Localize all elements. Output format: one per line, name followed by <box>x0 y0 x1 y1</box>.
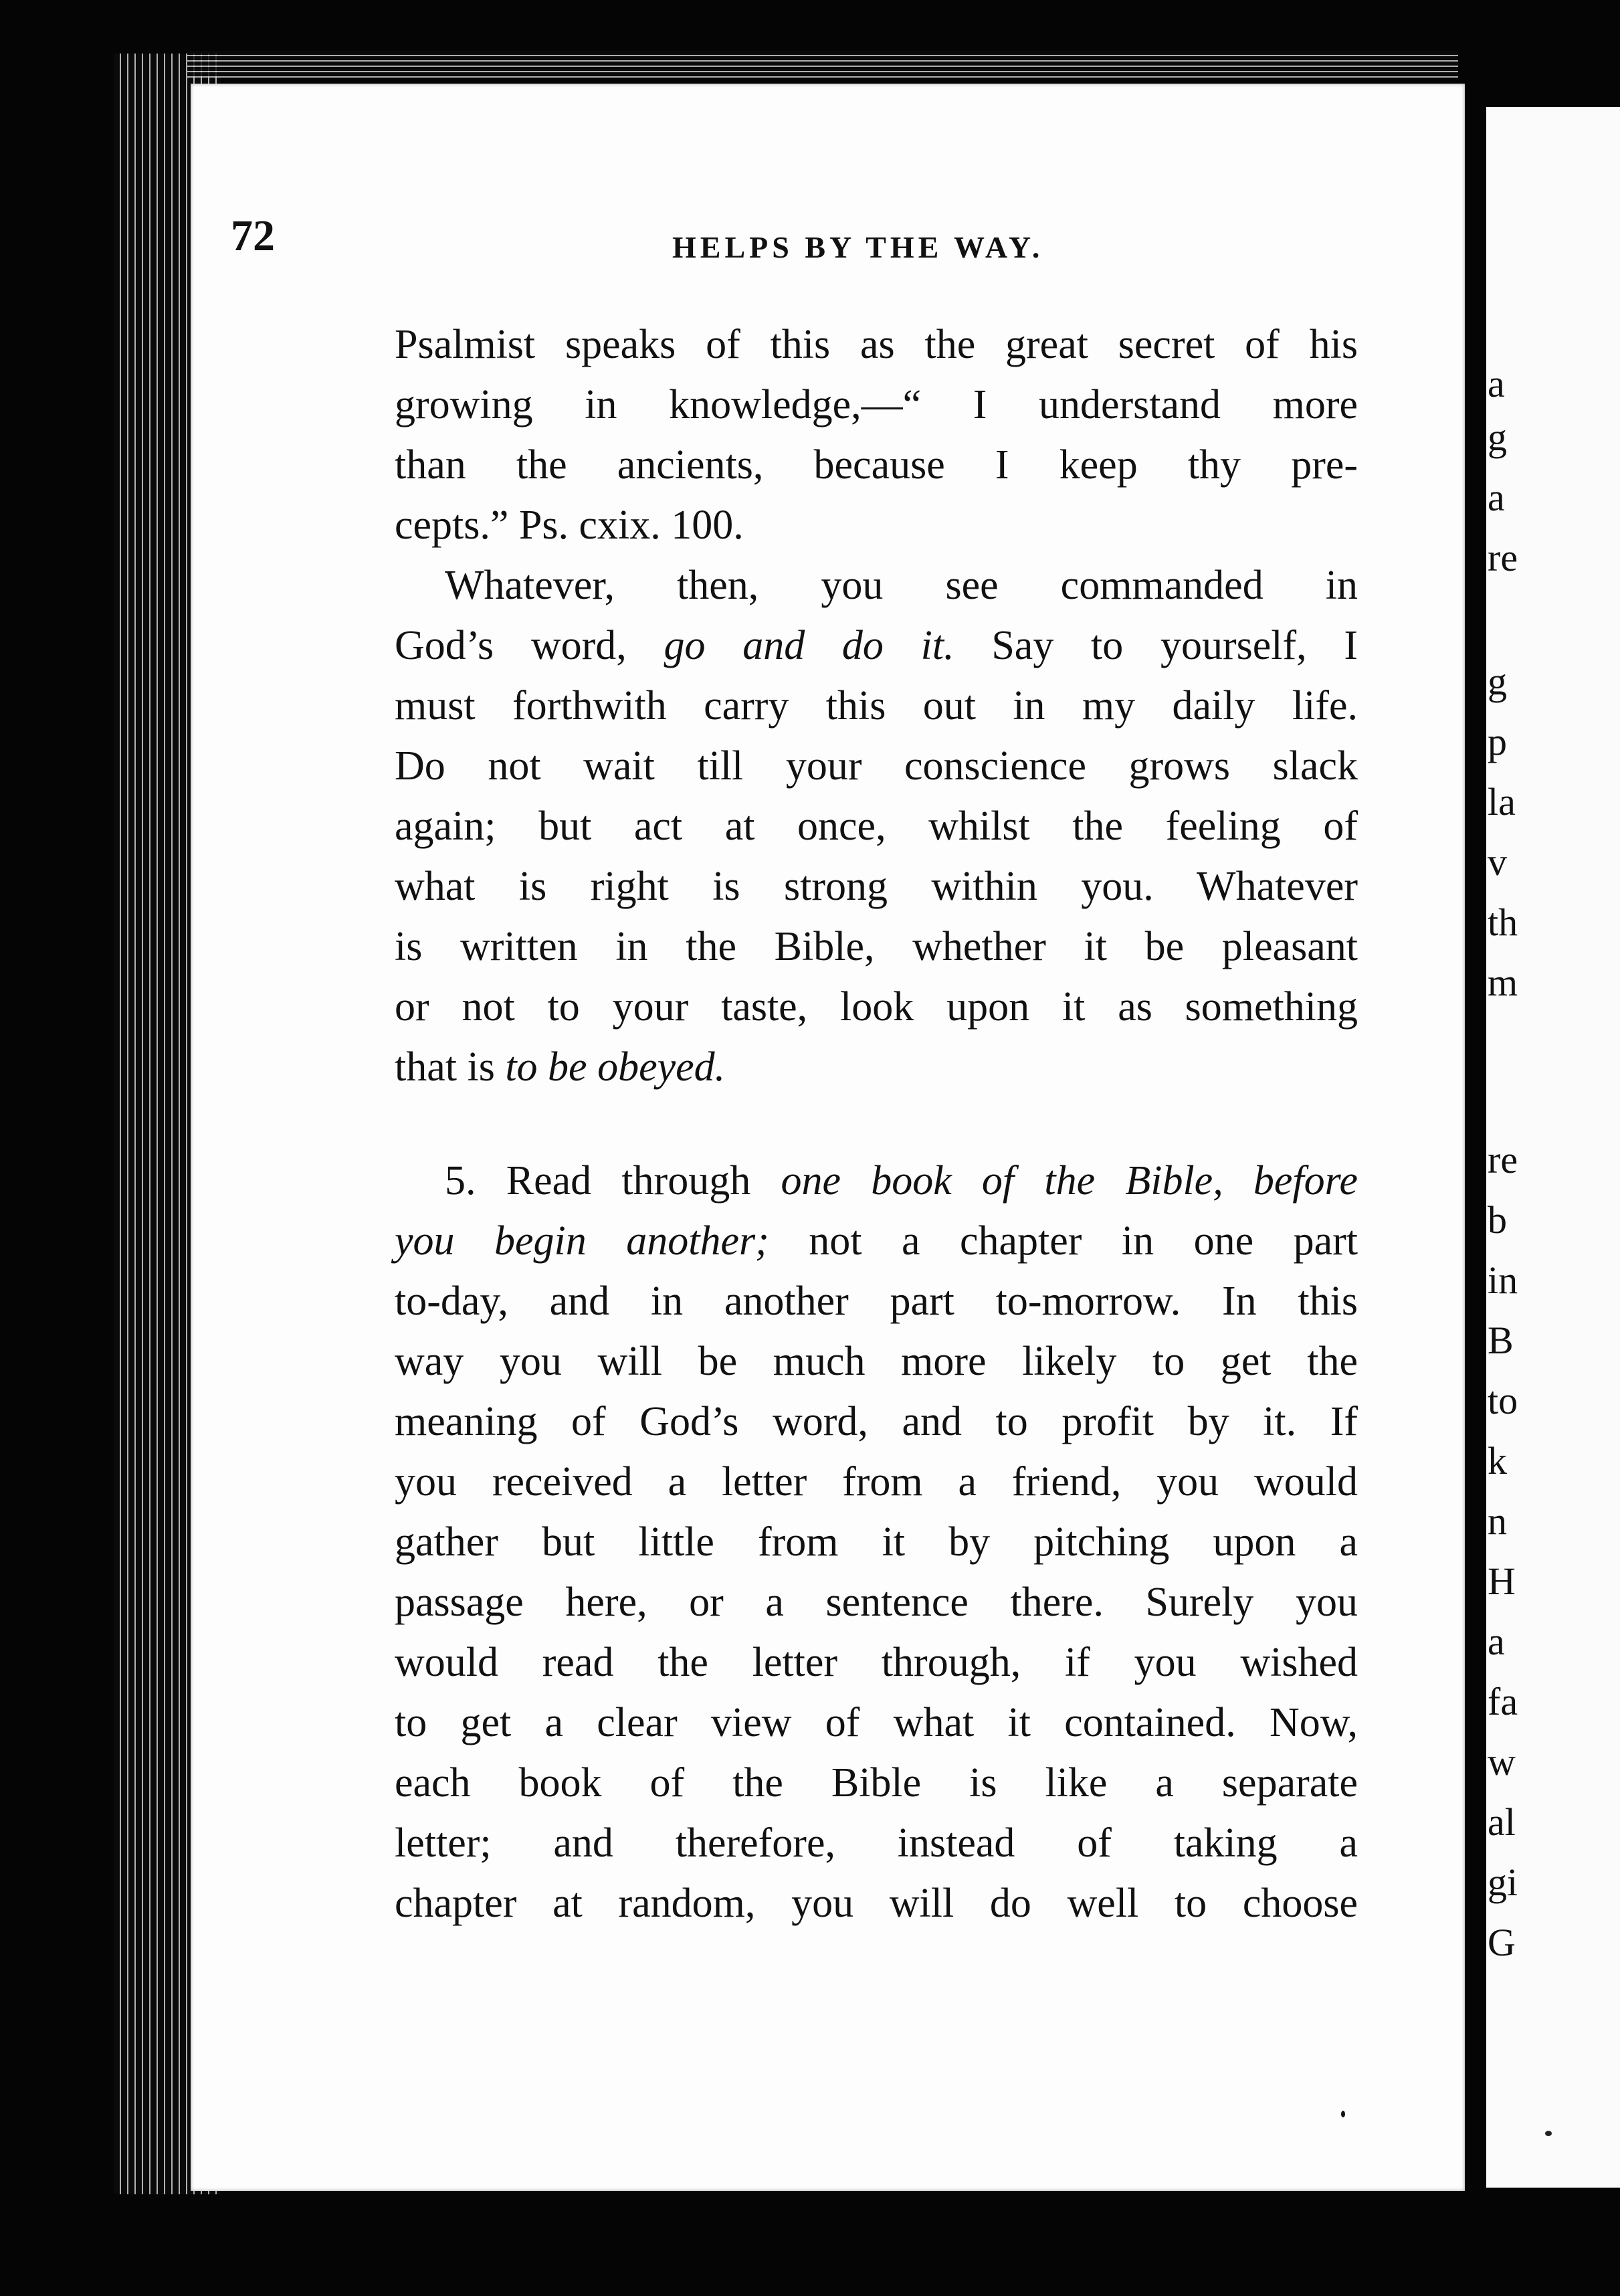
text-line <box>395 615 1358 676</box>
book-gutter <box>1465 94 1485 2194</box>
facing-fragment: re <box>1488 536 1518 579</box>
text-line: letter; and therefore, instead of taking a <box>395 1820 1358 1866</box>
scan-speck <box>1341 2111 1345 2117</box>
facing-fragment: fa <box>1488 1680 1518 1723</box>
paragraph-gap <box>395 1097 1358 1151</box>
text-line: to get a clear view of what it contained. Now, <box>395 1700 1358 1745</box>
text-line: must forthwith carry this out in my daily life. <box>395 683 1358 729</box>
body-text <box>395 314 1358 1933</box>
facing-fragment: gi <box>1488 1860 1518 1904</box>
text-line: would read the letter through, if you wished <box>395 1640 1358 1685</box>
running-head <box>231 211 1398 271</box>
facing-fragment: m <box>1488 961 1518 1004</box>
text-run: God’s word, <box>395 623 627 668</box>
text-line: you received a letter from a friend, you would <box>395 1459 1358 1505</box>
facing-fragment: G <box>1488 1921 1516 1964</box>
text-line: what is right is strong within you. Whatever <box>395 864 1358 909</box>
facing-page <box>1486 107 1620 2188</box>
text-line: cepts.” Ps. cxix. 100. <box>395 502 744 548</box>
emphasis-run: you begin another; <box>395 1218 769 1264</box>
text-line: Psalmist speaks of this as the great secret of his <box>395 322 1358 367</box>
facing-fragment: al <box>1488 1800 1516 1844</box>
facing-fragment: la <box>1488 780 1516 824</box>
facing-fragment: to <box>1488 1379 1518 1422</box>
text-line: is written in the Bible, whether it be pleasant <box>395 924 1358 969</box>
facing-fragment: re <box>1488 1138 1518 1181</box>
facing-fragment: k <box>1488 1439 1507 1482</box>
text-line: gather but little from it by pitching upon a <box>395 1519 1358 1565</box>
text-line: than the ancients, because I keep thy pre- <box>395 442 1358 488</box>
facing-fragment: n <box>1488 1499 1507 1543</box>
facing-fragment: b <box>1488 1198 1507 1242</box>
text-run: not a chapter in one part <box>809 1218 1358 1264</box>
facing-fragment: in <box>1488 1258 1518 1302</box>
text-line: growing in knowledge,—“ I understand more <box>395 382 1358 427</box>
scan-speck <box>1545 2131 1552 2136</box>
text-line <box>395 1211 1358 1271</box>
facing-fragment: th <box>1488 900 1518 944</box>
text-run: Say to yourself, I <box>991 623 1358 668</box>
text-line: again; but act at once, whilst the feeling of <box>395 803 1358 849</box>
book-top-edges <box>187 51 1458 78</box>
facing-fragment: B <box>1488 1319 1514 1362</box>
text-line <box>395 1037 1358 1097</box>
facing-fragment: v <box>1488 840 1507 884</box>
text-line <box>395 1151 1358 1211</box>
text-line: each book of the Bible is like a separate <box>395 1760 1358 1806</box>
text-line: way you will be much more likely to get the <box>395 1339 1358 1384</box>
text-line: meaning of God’s word, and to profit by it. If <box>395 1399 1358 1444</box>
text-line: to-day, and in another part to-morrow. In this <box>395 1278 1358 1324</box>
text-line: or not to your taste, look upon it as something <box>395 984 1358 1030</box>
emphasis-run: one book of the Bible, before <box>781 1158 1358 1204</box>
text-line: Whatever, then, you see commanded in <box>445 563 1358 608</box>
emphasis-run: to be obeyed. <box>505 1044 726 1090</box>
text-line: Do not wait till your conscience grows slack <box>395 743 1358 789</box>
facing-fragment: a <box>1488 476 1505 519</box>
facing-fragment: g <box>1488 660 1507 703</box>
facing-fragment: w <box>1488 1740 1516 1784</box>
page-number: 72 <box>231 211 275 260</box>
running-title: HELPS BY THE WAY. <box>672 230 1044 264</box>
facing-fragment: a <box>1488 362 1505 405</box>
facing-fragment: a <box>1488 1620 1505 1663</box>
facing-fragment: p <box>1488 720 1507 763</box>
text-run: that is <box>395 1044 495 1090</box>
text-line: passage here, or a sentence there. Surely you <box>395 1580 1358 1625</box>
emphasis-run: go and do it. <box>664 623 954 668</box>
facing-fragment: H <box>1488 1559 1516 1603</box>
text-line: chapter at random, you will do well to choose <box>395 1881 1358 1926</box>
text-run: 5. Read through <box>445 1158 751 1204</box>
facing-fragment: g <box>1488 415 1507 459</box>
